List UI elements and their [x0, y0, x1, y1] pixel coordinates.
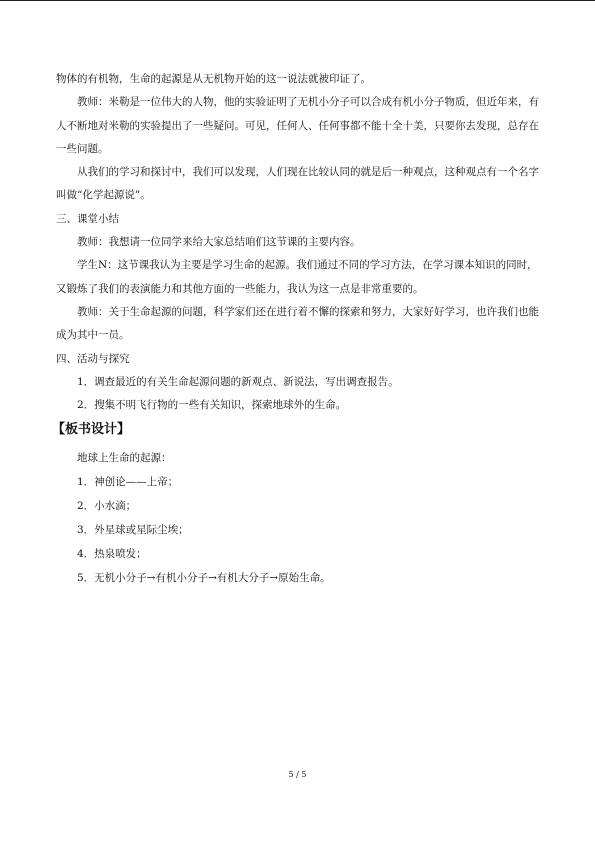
activity-item-1: 1．调查最近的有关生命起源问题的新观点、新说法，写出调查报告。: [77, 375, 399, 388]
paragraph-student-summary: 学生N：这节课我认为主要是学习生命的起源。我们通过不同的学习方法，在学习课本知识的同时，又锻炼了我们的表演能力和其他方面的一些能力，我认为这一点是非常重要的。: [56, 259, 538, 295]
board-intro: 地球上生命的起源：: [77, 452, 172, 465]
board-item-4: 4．热泉喷发；: [77, 548, 147, 561]
paragraph-chemical-origin: 从我们的学习和探讨中，我们可以发现，人们现在比较认同的就是后一种观点，这种观点有一个名字叫做“化学起源说”。: [56, 166, 539, 202]
page-number: 5 / 5: [288, 770, 307, 779]
section-heading-activity: 四、活动与探究: [56, 352, 130, 365]
paragraph-continuation: 物体的有机物，生命的起源是从无机物开始的这一说法就被印证了。: [56, 73, 371, 85]
page-top-rule: [0, 0, 595, 1]
paragraph-teacher-closing: 教师：关于生命起源的问题，科学家们还在进行着不懈的探索和努力，大家好好学习，也许我们也能成为其中一员。: [56, 305, 539, 342]
section-heading-summary: 三、课堂小结: [56, 212, 119, 225]
board-item-3: 3．外星球或星际尘埃；: [77, 524, 189, 537]
paragraph-teacher-miller: 教师：米勒是一位伟大的人物，他的实验证明了无机小分子可以合成有机小分子物质，但近年来，有人不断地对米勒的实验提出了一些疑问。可见，任何人、任何事都不能十全十美，只要你去发现，总存在一些问题。: [56, 96, 539, 155]
board-design-title: 【板书设计】: [52, 422, 131, 438]
board-item-1: 1．神创论——上帝；: [77, 476, 179, 489]
paragraph-teacher-ask: 教师：我想请一位同学来给大家总结咱们这节课的主要内容。: [77, 236, 361, 249]
board-design-block: [77, 447, 542, 590]
activity-item-2: 2．搜集不明飞行物的一些有关知识，探索地球外的生命。: [77, 399, 347, 412]
board-item-2: 2．小水滴；: [77, 500, 137, 513]
board-item-5: 5．无机小分子→有机小分子→有机大分子→原始生命。: [77, 571, 331, 584]
document-body: [52, 68, 542, 591]
